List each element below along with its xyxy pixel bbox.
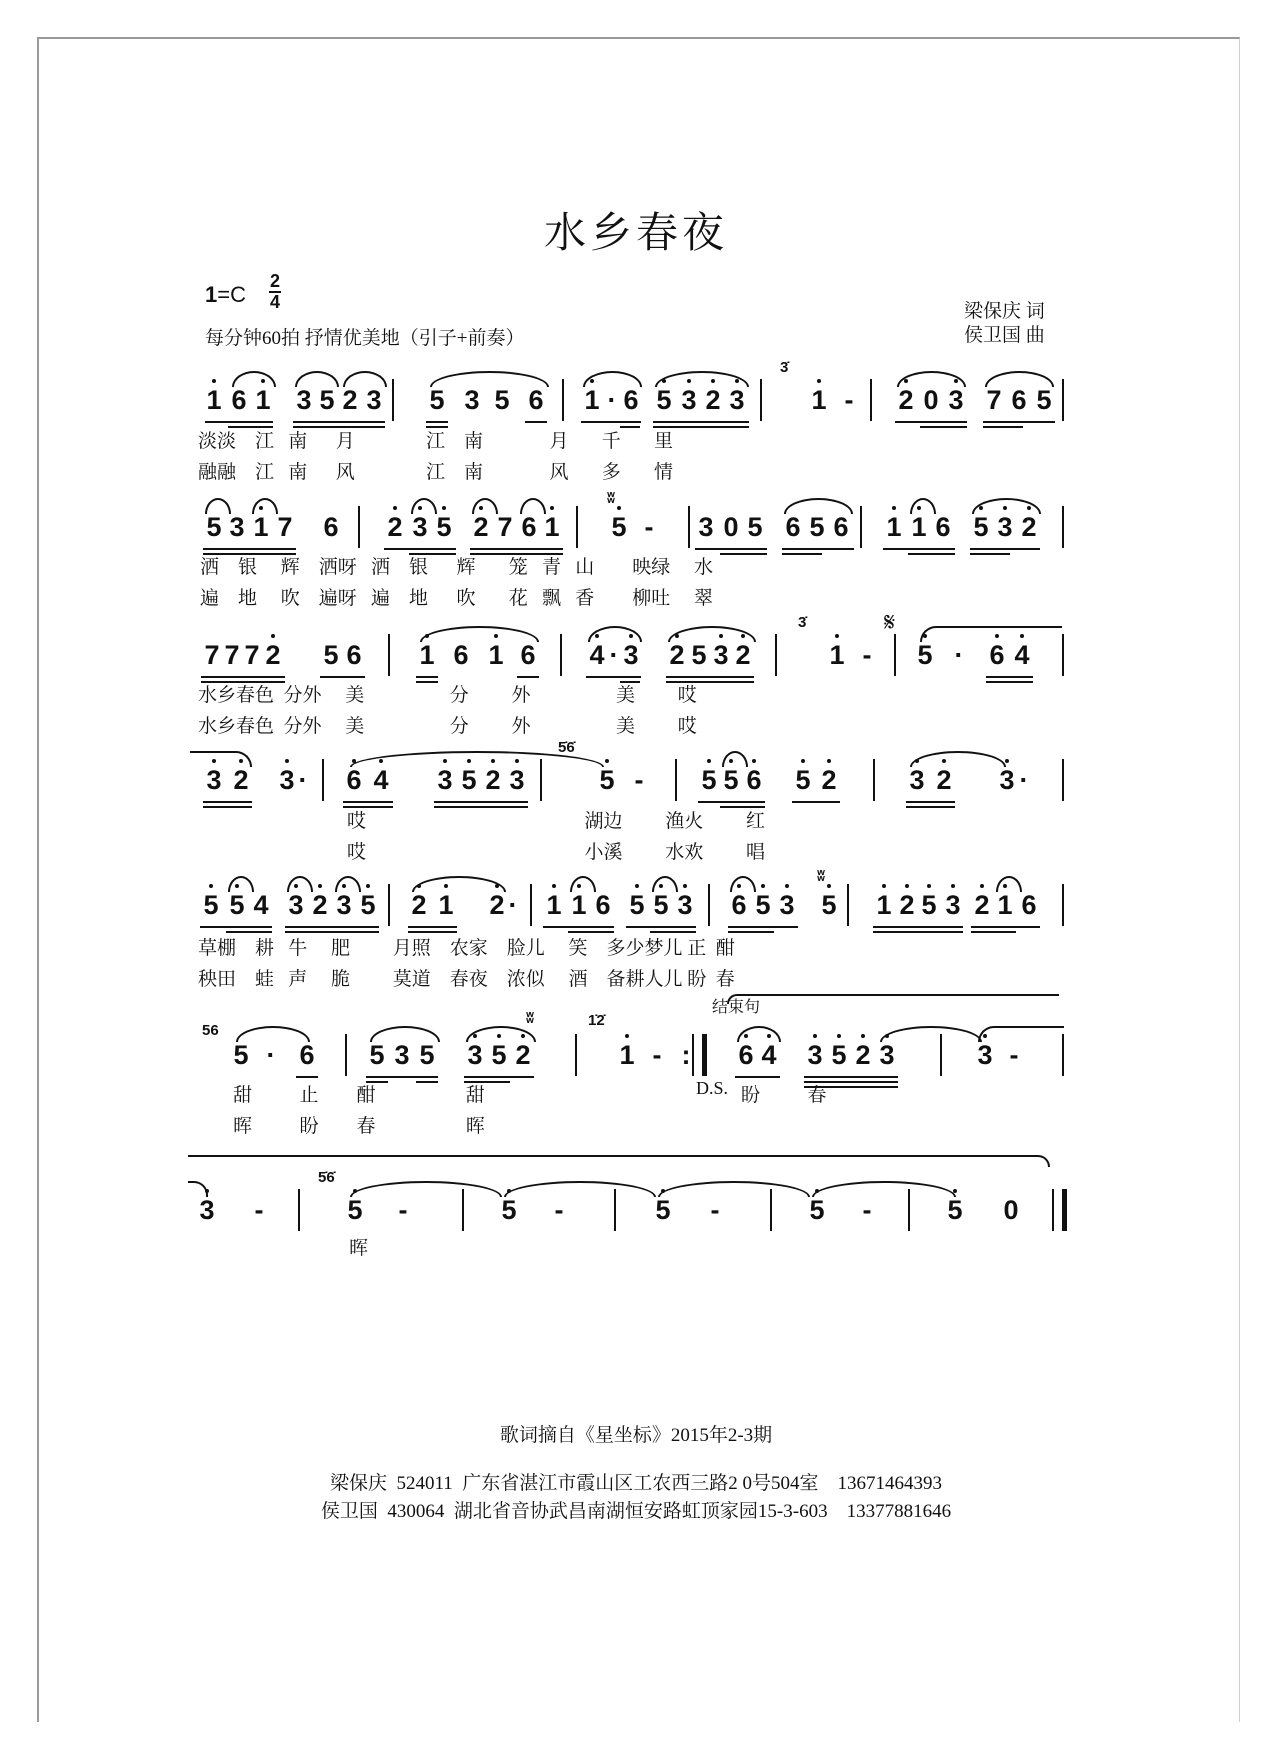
note: 5 <box>831 1040 847 1070</box>
note: 5 <box>701 765 717 795</box>
note: 5 <box>360 890 376 920</box>
note: 6 <box>299 1040 315 1070</box>
beam-underline <box>203 548 296 550</box>
composer-credit: 侯卫国 曲 <box>964 325 1045 346</box>
note: · <box>508 890 518 920</box>
barline <box>908 1189 910 1231</box>
note: - <box>862 640 872 670</box>
note: 2 <box>473 512 489 542</box>
note: 3 <box>206 765 222 795</box>
note: 3 <box>977 1040 993 1070</box>
note: 3 <box>681 385 697 415</box>
beam-underline <box>203 806 252 808</box>
note: · <box>954 640 964 670</box>
note: 2 <box>387 512 403 542</box>
beam-underline <box>408 926 457 928</box>
mordent-icon: ʬ <box>817 868 826 885</box>
beam-underline <box>883 548 955 550</box>
note: 2 <box>411 890 427 920</box>
note: 5 <box>947 1195 963 1225</box>
ending-label: 结束句 <box>712 999 761 1016</box>
lyric-line-3-1: 水乡春色 分外 美 分 外 美 哎 <box>198 685 697 706</box>
note: 3 <box>999 765 1015 795</box>
lyric-line-4-2: 哎 小溪 水欢 唱 <box>347 842 766 863</box>
note: 1 <box>829 640 845 670</box>
note: 5 <box>206 512 222 542</box>
barline <box>688 506 690 548</box>
beam-underline <box>970 548 1040 550</box>
note: 1 <box>253 512 269 542</box>
note: 4 <box>373 765 389 795</box>
note: 2 <box>936 765 952 795</box>
barline <box>708 884 710 926</box>
note: 3 <box>296 385 312 415</box>
grace-note: 3̇ <box>798 614 807 631</box>
note: · <box>1019 765 1029 795</box>
barline <box>1062 634 1064 676</box>
beam-underline <box>735 1076 780 1078</box>
note: 6 <box>935 512 951 542</box>
contact-lyricist: 梁保庆 524011 广东省湛江市霞山区工农西三路2 0号504室 13671464393 <box>329 1473 943 1494</box>
note: 4 <box>589 640 605 670</box>
beam-underline <box>470 548 563 550</box>
note: 5 <box>461 765 477 795</box>
note: 5 <box>229 890 245 920</box>
note: 7 <box>277 512 293 542</box>
note: 6 <box>231 385 247 415</box>
note: 5 <box>323 640 339 670</box>
barline <box>530 884 532 926</box>
note: 3 <box>623 640 639 670</box>
note: 5 <box>429 385 445 415</box>
barline <box>847 884 849 926</box>
beam-underline <box>434 801 528 803</box>
beam-underline <box>626 926 696 928</box>
barline <box>940 1034 942 1076</box>
barline <box>322 759 324 801</box>
beam-underline <box>698 801 765 803</box>
note: 2 <box>669 640 685 670</box>
note: 5 <box>973 512 989 542</box>
barline <box>760 379 762 421</box>
note: 6 <box>731 890 747 920</box>
note: - <box>1009 1040 1019 1070</box>
note: 5 <box>369 1040 385 1070</box>
note: 1 <box>911 512 927 542</box>
note: 5 <box>491 1040 507 1070</box>
note: 5 <box>917 640 933 670</box>
note: 2 <box>899 890 915 920</box>
beam-underline <box>873 931 963 933</box>
beam-underline <box>200 926 272 928</box>
ds-marking: D.S. <box>696 1078 729 1098</box>
note: 4 <box>1014 640 1030 670</box>
beam-underline <box>581 421 641 423</box>
note: - <box>862 1195 872 1225</box>
barline <box>298 1189 300 1231</box>
beam-underline <box>543 926 614 928</box>
note: 6 <box>1021 890 1037 920</box>
note: · <box>298 765 308 795</box>
note: 1 <box>488 640 504 670</box>
note: 6 <box>785 512 801 542</box>
note: - <box>254 1195 264 1225</box>
slur-arc <box>920 626 1062 642</box>
note: 5 <box>755 890 771 920</box>
beam-underline <box>983 421 1055 423</box>
double-barline <box>692 1034 707 1076</box>
note: 5 <box>656 385 672 415</box>
lyric-line-1-2: 融融 江 南 风 江 南 风 多 情 <box>198 462 674 483</box>
tie-line <box>188 1155 1050 1167</box>
barline <box>775 634 777 676</box>
beam-underline <box>366 1076 438 1078</box>
note: 5 <box>747 512 763 542</box>
note: 1 <box>811 385 827 415</box>
note: 2 <box>485 765 501 795</box>
barline <box>388 884 390 926</box>
note: 5 <box>611 512 627 542</box>
key-do: 1 <box>205 282 218 307</box>
double-barline <box>1052 1189 1067 1231</box>
note: · <box>609 640 619 670</box>
note: 1 <box>546 890 562 920</box>
note: 3 <box>288 890 304 920</box>
note: 5 <box>809 1195 825 1225</box>
segno-icon: 𝄋 <box>884 608 896 637</box>
note: 1 <box>584 385 600 415</box>
tie-line <box>727 994 1059 1004</box>
beam-underline <box>320 676 365 678</box>
note: 6 <box>746 765 762 795</box>
time-bottom: 4 <box>269 292 280 312</box>
note: 2 <box>898 385 914 415</box>
note: 7 <box>204 640 220 670</box>
note: 5 <box>821 890 837 920</box>
note: 1 <box>619 1040 635 1070</box>
note: 1 <box>544 512 560 542</box>
note: 3 <box>879 1040 895 1070</box>
note: 2 <box>265 640 281 670</box>
note: 1 <box>997 890 1013 920</box>
note: 5 <box>691 640 707 670</box>
note: - <box>652 1040 662 1070</box>
note: 6 <box>595 890 611 920</box>
note: 1 <box>571 890 587 920</box>
note: 3 <box>229 512 245 542</box>
note: 5 <box>809 512 825 542</box>
note: 3 <box>412 512 428 542</box>
beam-underline <box>782 548 854 550</box>
barline <box>1062 506 1064 548</box>
grace-note: 1̇2̇ <box>588 1012 605 1029</box>
barline <box>873 759 875 801</box>
beam-underline <box>525 421 547 423</box>
note: 5 <box>1036 385 1052 415</box>
barline <box>860 506 862 548</box>
note: 3 <box>779 890 795 920</box>
note: 6 <box>623 385 639 415</box>
note: 3 <box>807 1040 823 1070</box>
note: 3 <box>394 1040 410 1070</box>
beam-underline <box>720 553 767 555</box>
lyrics-source: 歌词摘自《星坐标》2015年2-3期 <box>499 1425 773 1446</box>
beam-underline <box>653 421 749 423</box>
note: 5 <box>795 765 811 795</box>
note: 5 <box>921 890 937 920</box>
note: 5 <box>436 512 452 542</box>
note: · <box>266 1040 276 1070</box>
beam-underline <box>285 926 379 928</box>
beam-underline <box>205 421 273 423</box>
barline <box>1062 1034 1064 1076</box>
note: 3 <box>509 765 525 795</box>
note: 2 <box>821 765 837 795</box>
beam-underline <box>343 801 393 803</box>
beam-underline <box>201 676 285 678</box>
beam-underline <box>908 553 955 555</box>
note: 6 <box>528 385 544 415</box>
note: 3 <box>909 765 925 795</box>
barline <box>1062 884 1064 926</box>
contact-composer: 侯卫国 430064 湖北省音协武昌南湖恒安路虹顶家园15-3-603 13377881646 <box>320 1501 952 1522</box>
note: 7 <box>497 512 513 542</box>
note: 5 <box>655 1195 671 1225</box>
barline <box>614 1189 616 1231</box>
note: 0 <box>1003 1195 1019 1225</box>
note: 3 <box>467 1040 483 1070</box>
score-row-6 <box>0 999 1272 1100</box>
note: - <box>398 1195 408 1225</box>
beam-underline <box>517 676 539 678</box>
beam-underline <box>695 548 767 550</box>
note: 3 <box>698 512 714 542</box>
time-signature <box>268 272 282 312</box>
note: 5 <box>233 1040 249 1070</box>
mordent-icon: ʬ <box>607 490 616 507</box>
note: 3 <box>713 640 729 670</box>
beam-underline <box>920 426 967 428</box>
song-title: 水乡春夜 <box>543 208 728 257</box>
note: 5 <box>419 1040 435 1070</box>
beam-underline <box>873 926 963 928</box>
note: 1 <box>886 512 902 542</box>
note: 2 <box>342 385 358 415</box>
note: 2 <box>233 765 249 795</box>
barline <box>392 379 394 421</box>
note: 3 <box>464 385 480 415</box>
barline <box>540 759 542 801</box>
note: 7 <box>244 640 260 670</box>
barline <box>575 1034 577 1076</box>
note: 1 <box>419 640 435 670</box>
barline <box>388 634 390 676</box>
time-top: 2 <box>269 271 280 291</box>
grace-note: 5̇6̇ <box>318 1169 335 1186</box>
note: 6 <box>346 640 362 670</box>
key-signature <box>205 282 246 308</box>
lyric-line-2-1: 洒 银 辉 洒呀 洒 银 辉 笼 青 山 映绿 水 <box>200 557 714 578</box>
note: 6 <box>521 512 537 542</box>
note: - <box>634 765 644 795</box>
lyric-line-7-1: 晖 <box>349 1238 369 1259</box>
beam-underline <box>983 426 1023 428</box>
barline <box>562 379 564 421</box>
barline <box>1062 379 1064 421</box>
note: 3 <box>336 890 352 920</box>
note: 5 <box>629 890 645 920</box>
grace-note: 5̇6̇ <box>558 739 575 756</box>
barline <box>576 506 578 548</box>
note: - <box>554 1195 564 1225</box>
key-name: C <box>230 282 246 307</box>
beam-underline <box>666 676 754 678</box>
note: 2 <box>489 890 505 920</box>
lyric-line-6-1: 甜 止 酣 甜 <box>233 1085 485 1106</box>
note: 0 <box>923 385 939 415</box>
beam-underline <box>464 1076 534 1078</box>
barline <box>1062 759 1064 801</box>
note: 6 <box>323 512 339 542</box>
note: 6 <box>833 512 849 542</box>
note: 3 <box>997 512 1013 542</box>
barline <box>770 1189 772 1231</box>
beam-underline <box>296 1076 318 1078</box>
beam-underline <box>971 926 1040 928</box>
beam-underline <box>970 553 1010 555</box>
note: 4 <box>253 890 269 920</box>
mordent-icon: ʬ <box>526 1010 535 1027</box>
note: 5 <box>723 765 739 795</box>
note: 5 <box>203 890 219 920</box>
note: 5 <box>653 890 669 920</box>
beam-underline <box>728 926 798 928</box>
beam-underline <box>986 676 1033 678</box>
beam-underline <box>971 931 1016 933</box>
note: 6 <box>520 640 536 670</box>
note: 3 <box>945 890 961 920</box>
note: 5 <box>319 385 335 415</box>
note: - <box>710 1195 720 1225</box>
note: 6 <box>1011 385 1027 415</box>
note: 6 <box>453 640 469 670</box>
score-row-7 <box>0 1169 1272 1255</box>
note: 1 <box>876 890 892 920</box>
note: 4 <box>761 1040 777 1070</box>
note: 7 <box>224 640 240 670</box>
note: 5 <box>347 1195 363 1225</box>
tempo-marking: 每分钟60拍 抒情优美地（引子+前奏） <box>205 328 525 349</box>
lyric-line-4-1: 哎 湖边 渔火 红 <box>347 811 766 832</box>
barline <box>345 1034 347 1076</box>
lyric-line-1-1: 淡淡 江 南 月 江 南 月 千 里 <box>198 431 674 452</box>
beam-underline <box>906 801 955 803</box>
note: 2 <box>855 1040 871 1070</box>
beam-underline <box>426 421 448 423</box>
barline <box>870 379 872 421</box>
note: 1 <box>206 385 222 415</box>
note: - <box>644 512 654 542</box>
lyric-line-6-2: 晖 盼 春 晖 <box>233 1116 485 1137</box>
note: 1 <box>438 890 454 920</box>
note: 3 <box>677 890 693 920</box>
grace-note: 3̇ <box>780 359 789 376</box>
beam-underline <box>986 681 1033 683</box>
note: 6 <box>989 640 1005 670</box>
note: 3 <box>279 765 295 795</box>
note: - <box>844 385 854 415</box>
note: 3 <box>199 1195 215 1225</box>
beam-underline <box>203 801 252 803</box>
note: 2 <box>312 890 328 920</box>
key-eq: = <box>217 282 231 307</box>
barline <box>894 634 896 676</box>
beam-underline <box>792 801 840 803</box>
beam-underline <box>804 1076 898 1078</box>
note: 3 <box>366 385 382 415</box>
beam-underline <box>416 676 438 678</box>
note: 2 <box>974 890 990 920</box>
note: · <box>607 385 617 415</box>
note: 6 <box>738 1040 754 1070</box>
barline <box>358 506 360 548</box>
beam-underline <box>586 676 641 678</box>
note: 2 <box>1021 512 1037 542</box>
note: 2 <box>705 385 721 415</box>
beam-underline <box>895 421 967 423</box>
beam-underline <box>782 553 822 555</box>
note: 3 <box>948 385 964 415</box>
beam-underline <box>728 931 774 933</box>
note: 5 <box>501 1195 517 1225</box>
note: : <box>681 1040 691 1070</box>
lyricist-credit: 梁保庆 词 <box>964 301 1045 322</box>
note: 3 <box>437 765 453 795</box>
note: 1 <box>255 385 271 415</box>
beam-underline <box>384 548 456 550</box>
lyric-line-2-2: 遍 地 吹 遍呀 遍 地 吹 花 飘 香 柳吐 翠 <box>200 588 714 609</box>
lyric-line-5-2: 秧田 蛙 声 脆 莫道 春夜 浓似 酒 备耕人儿 盼 春 <box>198 969 735 990</box>
note: 5 <box>599 765 615 795</box>
grace-note: 56 <box>202 1022 219 1039</box>
note: 5 <box>494 385 510 415</box>
lyric-line-3-2: 水乡春色 分外 美 分 外 美 哎 <box>198 716 697 737</box>
beam-underline <box>906 806 955 808</box>
lyric-line-6-1b: 盼 春 <box>741 1085 827 1106</box>
note: 6 <box>346 765 362 795</box>
barline <box>675 759 677 801</box>
barline <box>462 1189 464 1231</box>
note: 0 <box>723 512 739 542</box>
barline <box>560 634 562 676</box>
note: 7 <box>986 385 1002 415</box>
note: 2 <box>515 1040 531 1070</box>
beam-underline <box>293 421 385 423</box>
note: 3 <box>729 385 745 415</box>
note: 2 <box>735 640 751 670</box>
lyric-line-5-1: 草棚 耕 牛 肥 月照 农家 脸儿 笑 多少梦儿 正 酣 <box>198 938 735 959</box>
